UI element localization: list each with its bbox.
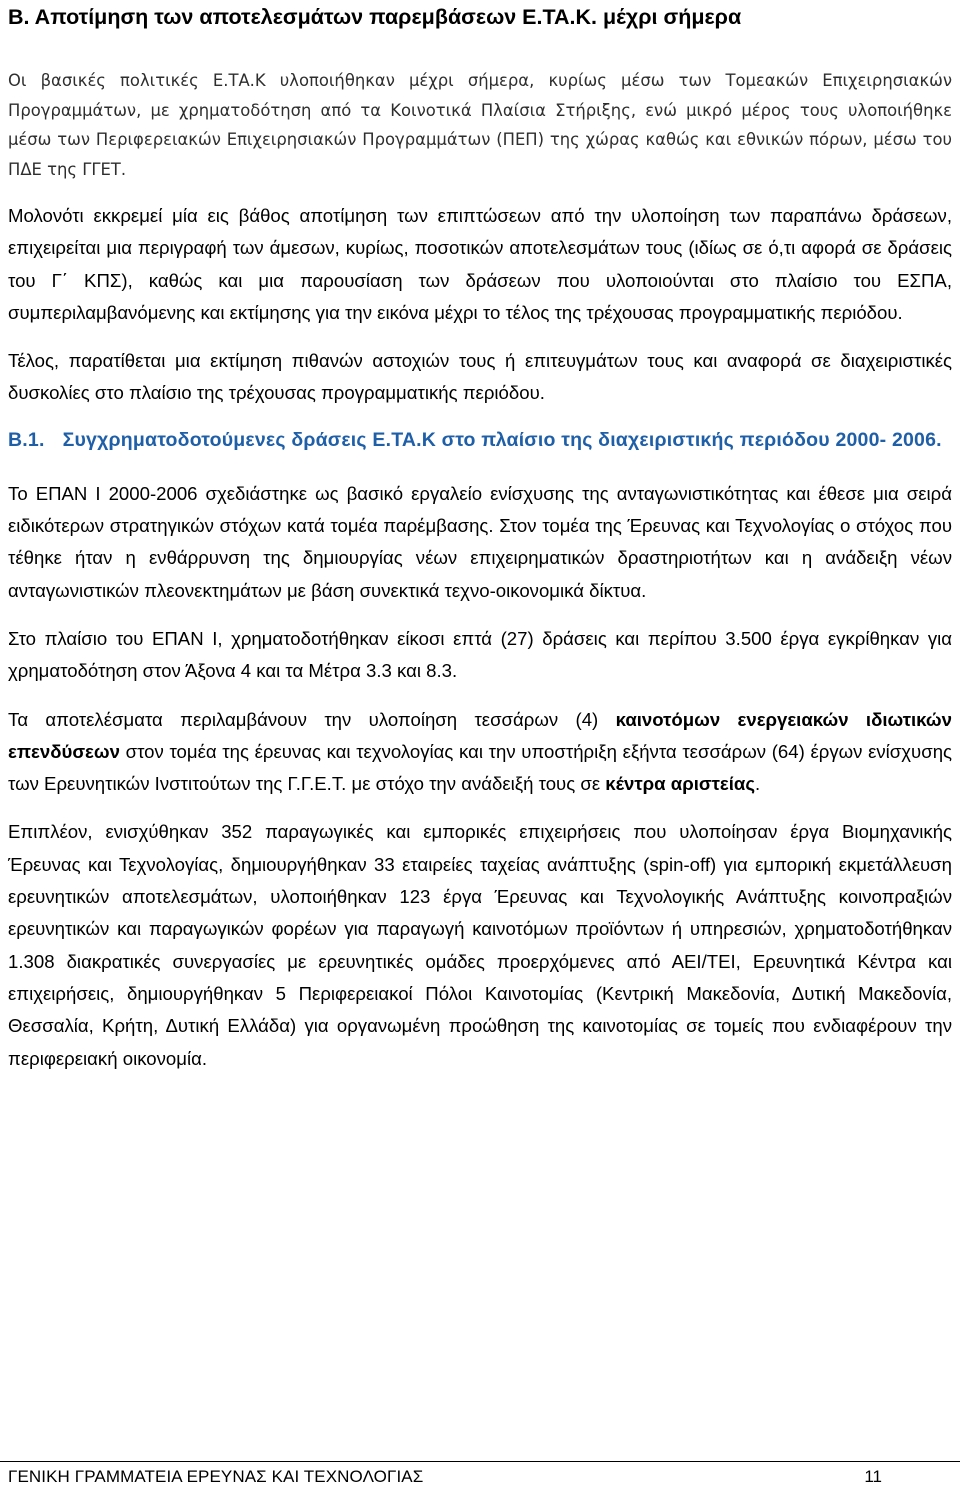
- subheading-b1: [8, 424, 952, 456]
- paragraph-text: στον τομέα της έρευνας και τεχνολογίας και την υποστήριξη εξήντα τεσσάρων (64) έργων ενίσχυσης των Ερευνητικών Ινστιτούτων της Γ.Γ.Ε.Τ. με στόχο την ανάδειξή τους σε: [8, 740, 952, 795]
- paragraph-text: .: [755, 773, 761, 795]
- paragraph-text: Τέλος, παρατίθεται μια εκτίμηση πιθανών αστοχιών τους ή επιτευγμάτων τους και αναφορά σε διαχειριστικές δυσκολίες στο πλαίσιο της τρέχουσας προγραμματικής περιόδου.: [8, 350, 952, 404]
- paragraph-intro: [8, 66, 952, 184]
- paragraph-text: Επιπλέον, ενισχύθηκαν 352 παραγωγικές και εμπορικές επιχειρήσεις που υλοποίησαν έργα Βιομηχανικής Έρευνας και Τεχνολογίας, δημιουργήθηκαν 33 εταιρείες ταχείας ανάπτυξης (spin-off) για εμπορική εκμετάλλευση ερευνητικών αποτελεσμάτων, υλοποιήθηκαν 123 έργα Έρευνας και Τεχνολογικής Ανάπτυξης κοινοπραξιών ερευνητικών και παραγωγικών φορέων για παραγωγή καινοτόμων προϊόντων ή υπηρεσιών, χρηματοδοτήθηκαν 1.308 διακρατικές συνεργασίες με ερευνητικές ομάδες προερχόμενες από ΑΕΙ/ΤΕΙ, Ερευνητικά Κέντρα και επιχειρήσεις, δημιουργήθηκαν 5 Περιφερειακοί Πόλοι Καινοτομίας (Κεντρική Μακεδονία, Δυτική Μακεδονία, Θεσσαλία, Κρήτη, Δυτική Ελλάδα) για οργανωμένη προώθηση της καινοτομίας σε τομείς που ενδιαφέρουν την περιφερειακή οικονομία.: [8, 821, 952, 1069]
- subheading-text: Συγχρηματοδοτούμενες δράσεις Ε.ΤΑ.Κ στο πλαίσιο της διαχειριστικής περιόδου 2000- 2006.: [62, 428, 942, 451]
- paragraph-text: Τα αποτελέσματα περιλαμβάνουν την υλοποίηση τεσσάρων (4): [8, 708, 616, 730]
- paragraph-text: Στο πλαίσιο του ΕΠΑΝ Ι, χρηματοδοτήθηκαν είκοσι επτά (27) δράσεις και περίπου 3.500 έργα εγκρίθηκαν για χρηματοδότηση στον Άξονα 4 και τα Μέτρα 3.3 και 8.3.: [8, 627, 952, 682]
- paragraph-epan-actions: [8, 623, 952, 688]
- paragraph-conclusion: [8, 345, 952, 410]
- subheading-number: Β.1.: [8, 428, 45, 451]
- paragraph-text: Οι βασικές πολιτικές Ε.ΤΑ.Κ υλοποιήθηκαν μέχρι σήμερα, κυρίως μέσω των Τομεακών Επιχειρησιακών Προγραμμάτων, με χρηματοδότηση από τα Κοινοτικά Πλαίσια Στήριξης, ενώ μικρό μέρος τους υλοποιήθηκε μέσω των Περιφερειακών Επιχειρησιακών Προγραμμάτων (ΠΕΠ) της χώρας καθώς και εθνικών πόρων, μέσω του ΠΔΕ της ΓΓΕΤ.: [8, 71, 952, 179]
- page-footer: [0, 1461, 960, 1489]
- footer-organization: ΓΕΝΙΚΗ ΓΡΑΜΜΑΤΕΙΑ ΕΡΕΥΝΑΣ ΚΑΙ ΤΕΧΝΟΛΟΓΙΑΣ: [8, 1467, 424, 1486]
- emphasized-text: καινοτόμων ενεργειακών ιδιωτικών επενδύσεων: [8, 708, 952, 762]
- paragraph-results: [8, 704, 952, 801]
- document-page: [8, 0, 952, 1075]
- paragraph-additional: [8, 816, 952, 1074]
- paragraph-text: Μολονότι εκκρεμεί μία εις βάθος αποτίμηση των επιπτώσεων από την υλοποίηση των παραπάνω δράσεων, επιχειρείται μια περιγραφή των άμεσων, κυρίως, ποσοτικών αποτελεσμάτων τους (ιδίως σε ό,τι αφορά σε δράσεις του Γ΄ ΚΠΣ), καθώς και μια παρουσίαση των δράσεων που υλοποιούνται στο πλαίσιο του ΕΣΠΑ, συμπεριλαμβανόμενης και εκτίμησης για την εικόνα μέχρι το τέλος της τρέχουσας προγραμματικής περιόδου.: [8, 205, 952, 323]
- paragraph-text: Το ΕΠΑΝ Ι 2000-2006 σχεδιάστηκε ως βασικό εργαλείο ενίσχυσης της ανταγωνιστικότητας και έθεσε μια σειρά ειδικότερων στρατηγικών στόχων κατά τομέα παρέμβασης. Στον τομέα της Έρευνας και Τεχνολογίας ο στόχος που τέθηκε ήταν η ενθάρρυνση της δημιουργίας νέων επιχειρηματικών δραστηριοτήτων και η ανάδειξη νέων ανταγωνιστικών πλεονεκτημάτων με βάση συνεκτικά τεχνο-οικονομικά δίκτυα.: [8, 482, 952, 601]
- emphasized-text: κέντρα αριστείας: [605, 773, 755, 795]
- paragraph-epan-goals: [8, 478, 952, 607]
- section-title: Β. Αποτίμηση των αποτελεσμάτων παρεμβάσεων Ε.ΤΑ.Κ. μέχρι σήμερα: [8, 5, 742, 29]
- page-number: 11: [864, 1467, 882, 1486]
- paragraph-assessment: [8, 200, 952, 329]
